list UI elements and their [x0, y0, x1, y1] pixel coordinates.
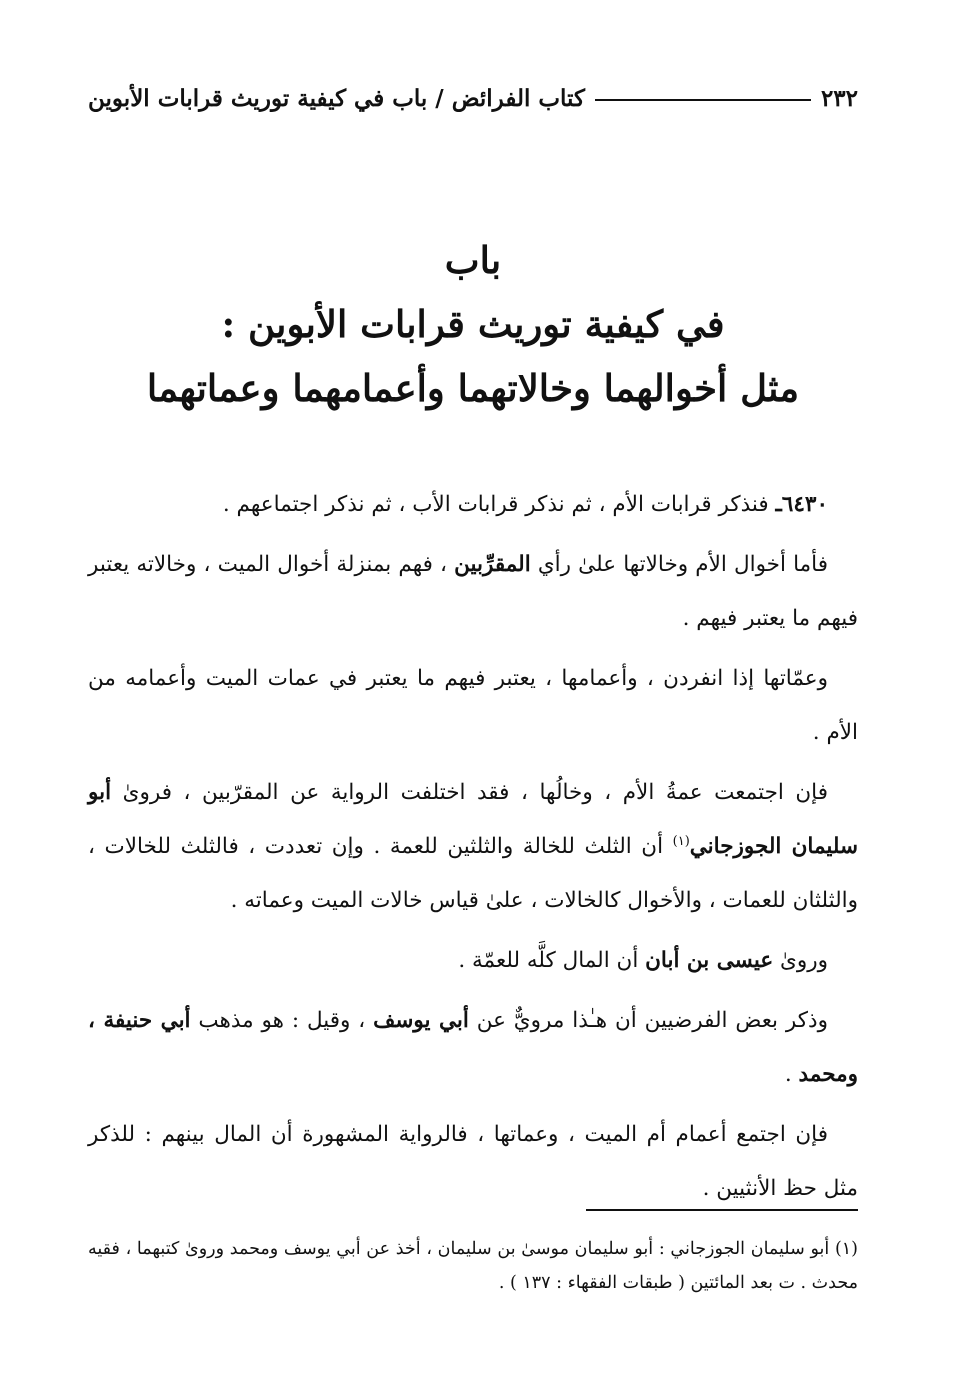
- paragraph-5-text-c: أن المال كلَّه للعمّة .: [458, 948, 646, 973]
- paragraph-6-bold-b: أبي يوسف: [373, 1008, 469, 1033]
- running-header: [88, 78, 858, 118]
- paragraph-1-text: فنذكر قرابات الأم ، ثم نذكر قرابات الأب ، ثم نذكر اجتماعهم .: [222, 492, 776, 517]
- body-text: [88, 478, 858, 1222]
- paragraph-5-text-a: وروىٰ: [773, 948, 828, 973]
- page-number: ٢٣٢: [820, 84, 858, 112]
- footnote-text: أبو سليمان الجوزجاني : أبو سليمان موسىٰ بن سليمان ، أخذ عن أبي يوسف ومحمد وروىٰ كتبهما ، فقيه محدث . ت بعد المائتين ( طبقات الفقهاء : ١٣٧ ) .: [88, 1239, 858, 1293]
- paragraph-2-bold: المقرِّبين: [454, 552, 531, 577]
- running-title: كتاب الفرائض / باب في كيفية توريث قرابات الأبوين: [88, 84, 585, 112]
- heading-line-1: باب: [444, 238, 502, 282]
- paragraph-4: [88, 766, 858, 928]
- footnote-reference[interactable]: (١): [672, 833, 690, 849]
- paragraph-2-text-a: فأما أخوال الأم وخالاتها علىٰ رأي: [530, 552, 828, 577]
- paragraph-7-text: فإن اجتمع أعمام أم الميت ، وعماتها ، فالرواية المشهورة أن المال بينهم : للذكر مثل حظ الأنثيين .: [88, 1122, 858, 1201]
- paragraph-3: [88, 652, 858, 760]
- paragraph-6: [88, 994, 858, 1102]
- footnote-marker: (١): [834, 1239, 858, 1259]
- paragraph-4-text-a: فإن اجتمعت عمةُ الأم ، وخالُها ، فقد اختلفت الرواية عن المقرّبين ، فروىٰ: [111, 780, 828, 805]
- heading-line-3: مثل أخوالهما وخالاتهما وأعمامهما وعماتهما: [146, 366, 800, 410]
- paragraph-3-text: وعمّاتها إذا انفردن ، وأعمامها ، يعتبر فيهم ما يعتبر في عمات الميت وأعمامه من الأم .: [88, 666, 858, 745]
- paragraph-6-text-c: ، وقيل : هو مذهب: [190, 1008, 374, 1033]
- heading-line-2: في كيفية توريث قرابات الأبوين :: [221, 302, 725, 346]
- paragraph-4-bold: أبو سليمان الجوزجاني: [88, 780, 858, 859]
- issue-number: ٦٤٣٠ـ: [775, 492, 828, 517]
- paragraph-6-bold-d: أبي حنيفة ، ومحمد: [88, 1008, 858, 1087]
- paragraph-7: [88, 1108, 858, 1216]
- paragraph-2-text-c: ، فهم بمنزلة أخوال الميت ، وخالاته يعتبر فيهم ما يعتبر فيهم .: [88, 552, 858, 631]
- paragraph-5: [88, 934, 858, 988]
- paragraph-6-text-a: وذكر بعض الفرضيين أن هـٰذا مرويٌّ عن: [468, 1008, 828, 1033]
- footnote: [88, 1232, 858, 1300]
- paragraph-2: [88, 538, 858, 646]
- header-rule: [595, 99, 811, 101]
- footnote-1: [88, 1232, 858, 1300]
- paragraph-6-text-e: .: [784, 1062, 799, 1087]
- footnote-separator: [586, 1209, 858, 1211]
- paragraph-5-bold: عيسى بن أبان: [645, 948, 774, 973]
- paragraph-1: [88, 478, 858, 532]
- chapter-heading: [88, 228, 858, 420]
- paragraph-4-text-c: أن الثلث للخالة والثلثين للعمة . وإن تعددت ، فالثلث للخالات ، والثلثان للعمات ، والأخوال كالخالات ، علىٰ قياس خالات الميت وعماته .: [88, 834, 858, 913]
